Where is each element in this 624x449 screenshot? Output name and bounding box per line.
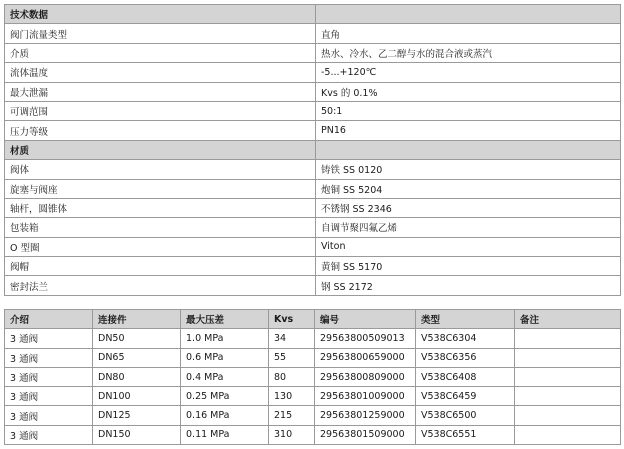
connection-cell: DN80: [93, 367, 181, 386]
material-row: [5, 257, 621, 276]
column-header: 连接件: [93, 310, 181, 329]
type-cell: V538C6500: [416, 406, 515, 425]
article-number-cell: 29563801509000: [315, 425, 416, 444]
remark-cell: [515, 367, 621, 386]
kvs-cell: 130: [269, 387, 315, 406]
material-value: 不锈钢 SS 2346: [316, 198, 621, 217]
kvs-cell: 80: [269, 367, 315, 386]
article-number-cell: 29563800509013: [315, 329, 416, 348]
table-row: [5, 387, 621, 406]
specification-table: [4, 4, 621, 296]
description-cell: 3 通阀: [5, 406, 93, 425]
article-number-cell: 29563801259000: [315, 406, 416, 425]
max-pressure-cell: 0.6 MPa: [181, 348, 269, 367]
column-header: 备注: [515, 310, 621, 329]
type-cell: V538C6356: [416, 348, 515, 367]
table-row: [5, 406, 621, 425]
kvs-cell: 55: [269, 348, 315, 367]
description-cell: 3 通阀: [5, 387, 93, 406]
material-value: 钢 SS 2172: [316, 276, 621, 295]
article-number-cell: 29563800659000: [315, 348, 416, 367]
material-value: 自调节聚四氟乙烯: [316, 218, 621, 237]
max-pressure-cell: 0.11 MPa: [181, 425, 269, 444]
column-header: 介绍: [5, 310, 93, 329]
remark-cell: [515, 329, 621, 348]
material-row: [5, 237, 621, 256]
kvs-cell: 215: [269, 406, 315, 425]
type-cell: V538C6408: [416, 367, 515, 386]
spec-value: 热水、冷水、乙二醇与水的混合液或蒸汽: [316, 43, 621, 62]
spec-label: 压力等级: [5, 121, 316, 140]
section-title-tech: 技术数据: [5, 5, 316, 24]
spec-row: [5, 63, 621, 82]
material-row: [5, 218, 621, 237]
connection-cell: DN150: [93, 425, 181, 444]
product-table-body: [5, 329, 621, 445]
spec-label: 介质: [5, 43, 316, 62]
product-table: [4, 309, 621, 445]
type-cell: V538C6304: [416, 329, 515, 348]
spec-value: 直角: [316, 24, 621, 43]
kvs-cell: 310: [269, 425, 315, 444]
connection-cell: DN50: [93, 329, 181, 348]
table-row: [5, 348, 621, 367]
type-cell: V538C6459: [416, 387, 515, 406]
section-header-row: [5, 5, 621, 24]
max-pressure-cell: 0.4 MPa: [181, 367, 269, 386]
column-header: 类型: [416, 310, 515, 329]
spec-value: Kvs 的 0.1%: [316, 82, 621, 101]
max-pressure-cell: 0.25 MPa: [181, 387, 269, 406]
column-header: Kvs: [269, 310, 315, 329]
article-number-cell: 29563800809000: [315, 367, 416, 386]
material-value: 炮铜 SS 5204: [316, 179, 621, 198]
material-row: [5, 160, 621, 179]
column-header: 编号: [315, 310, 416, 329]
material-label: O 型圈: [5, 237, 316, 256]
spec-label: 流体温度: [5, 63, 316, 82]
description-cell: 3 通阀: [5, 348, 93, 367]
spec-value: PN16: [316, 121, 621, 140]
spec-label: 阀门流量类型: [5, 24, 316, 43]
remark-cell: [515, 406, 621, 425]
material-row: [5, 179, 621, 198]
section-title-material: 材质: [5, 140, 316, 159]
spec-label: 最大泄漏: [5, 82, 316, 101]
material-label: 包装箱: [5, 218, 316, 237]
max-pressure-cell: 0.16 MPa: [181, 406, 269, 425]
column-header: 最大压差: [181, 310, 269, 329]
spec-row: [5, 101, 621, 120]
material-row: [5, 198, 621, 217]
table-row: [5, 367, 621, 386]
material-label: 密封法兰: [5, 276, 316, 295]
type-cell: V538C6551: [416, 425, 515, 444]
kvs-cell: 34: [269, 329, 315, 348]
table-row: [5, 329, 621, 348]
remark-cell: [515, 387, 621, 406]
connection-cell: DN125: [93, 406, 181, 425]
material-value: 铸铁 SS 0120: [316, 160, 621, 179]
material-value: Viton: [316, 237, 621, 256]
spec-row: [5, 43, 621, 62]
material-label: 阀体: [5, 160, 316, 179]
table-row: [5, 425, 621, 444]
connection-cell: DN100: [93, 387, 181, 406]
material-row: [5, 276, 621, 295]
description-cell: 3 通阀: [5, 329, 93, 348]
section-header-row: [5, 140, 621, 159]
section-header-empty: [316, 5, 621, 24]
spec-row: [5, 24, 621, 43]
remark-cell: [515, 425, 621, 444]
material-label: 旋塞与阀座: [5, 179, 316, 198]
connection-cell: DN65: [93, 348, 181, 367]
material-value: 黄铜 SS 5170: [316, 257, 621, 276]
remark-cell: [515, 348, 621, 367]
spec-value: -5...+120℃: [316, 63, 621, 82]
description-cell: 3 通阀: [5, 425, 93, 444]
spec-value: 50:1: [316, 101, 621, 120]
spec-row: [5, 82, 621, 101]
spec-row: [5, 121, 621, 140]
description-cell: 3 通阀: [5, 367, 93, 386]
product-header-row: [5, 310, 621, 329]
material-label: 阀帽: [5, 257, 316, 276]
article-number-cell: 29563801009000: [315, 387, 416, 406]
material-label: 轴杆，圆锥体: [5, 198, 316, 217]
section-header-empty: [316, 140, 621, 159]
spec-label: 可调范围: [5, 101, 316, 120]
max-pressure-cell: 1.0 MPa: [181, 329, 269, 348]
